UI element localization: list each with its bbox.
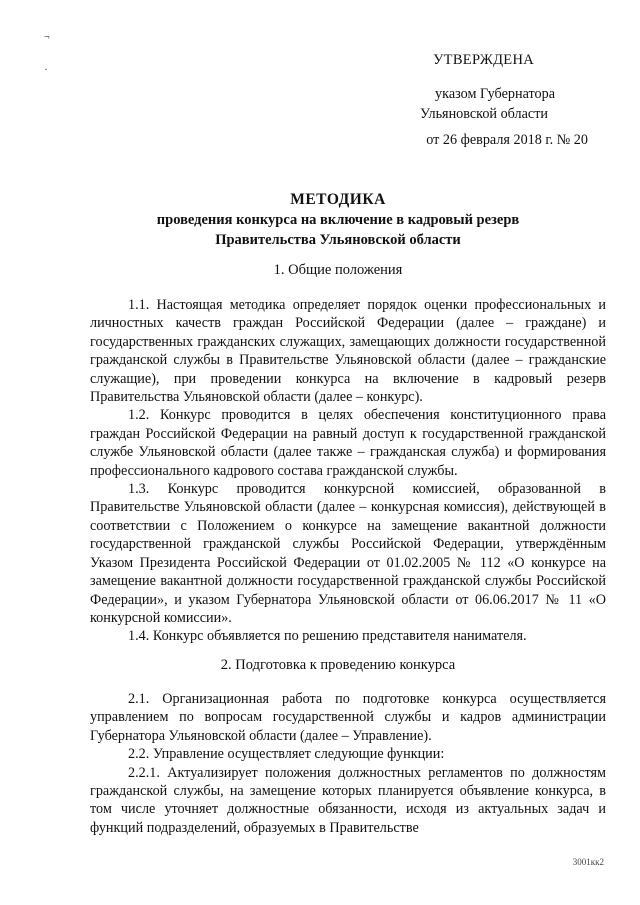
approval-line: указом Губернатора <box>435 86 555 102</box>
paragraph: 1.3. Конкурс проводится конкурсной комиссией, образованной в Правительстве Ульяновской области (далее – конкурсная комиссия), действующей в соответствии с Положением о конкурсе на замещение вакантной должности государственной гражданской службы Российской Федерации, утверждённым Указом Президента Российской Федерации от 01.02.2005 № 112 «О конкурсе на замещение вакантной должности государственной гражданской службы Российской Федерации», и указом Губернатора Ульяновской области от 06.06.2017 № 11 «О конкурсной комиссии». <box>90 481 606 626</box>
paragraph: 2.2.1. Актуализирует положения должностных регламентов по должностям гражданской службы, на замещение которых планируется объявление конкурса, в том числе уточняет должностные обязанности, исходя из актуальных задач и функций подразделений, образуемых в Правительстве <box>90 764 606 836</box>
title-main: МЕТОДИКА <box>290 191 386 208</box>
scan-mark: · <box>44 62 48 76</box>
paragraph: 2.2. Управление осуществляет следующие функции: <box>128 746 445 763</box>
section-heading: 2. Подготовка к проведению конкурса <box>220 657 456 673</box>
section-1-body <box>90 296 606 646</box>
document-title <box>90 190 586 250</box>
approval-date: от 26 февраля 2018 г. № 20 <box>426 132 588 148</box>
title-subtitle: Правительства Ульяновской области <box>215 232 461 248</box>
scan-mark: ¬ <box>44 32 50 43</box>
page-stamp: 3001кк2 <box>572 857 604 867</box>
paragraph: 1.2. Конкурс проводится в целях обеспечения конституционного права граждан Российской Федерации на равный доступ к государственной гражданской службе Ульяновской области (далее также – гражданская служба) и формирования профессионального кадрового состава гражданской службы. <box>90 407 606 479</box>
title-subtitle: проведения конкурса на включение в кадровый резерв <box>156 212 520 228</box>
approval-block <box>378 50 588 150</box>
paragraph: 2.1. Организационная работа по подготовке конкурса осуществляется управлением по вопросам государственной службы и кадров администрации Губернатора Ульяновской области (далее – Управление). <box>90 691 606 744</box>
section-heading: 1. Общие положения <box>273 262 403 278</box>
paragraph: 1.4. Конкурс объявляется по решению представителя нанимателя. <box>128 628 527 645</box>
approval-heading: УТВЕРЖДЕНА <box>433 52 534 68</box>
section-2-body <box>90 690 606 837</box>
approval-line: Ульяновской области <box>420 106 548 122</box>
paragraph: 1.1. Настоящая методика определяет порядок оценки профессиональных и личностных качеств граждан Российской Федерации (далее – граждане) и государственных гражданских служащих, замещающих должности государственной гражданской службы в Правительстве Ульяновской области (далее – гражданские служащие), при проведении конкурса на включение в кадровый резерв Правительства Ульяновской области (далее – конкурс). <box>90 297 606 406</box>
